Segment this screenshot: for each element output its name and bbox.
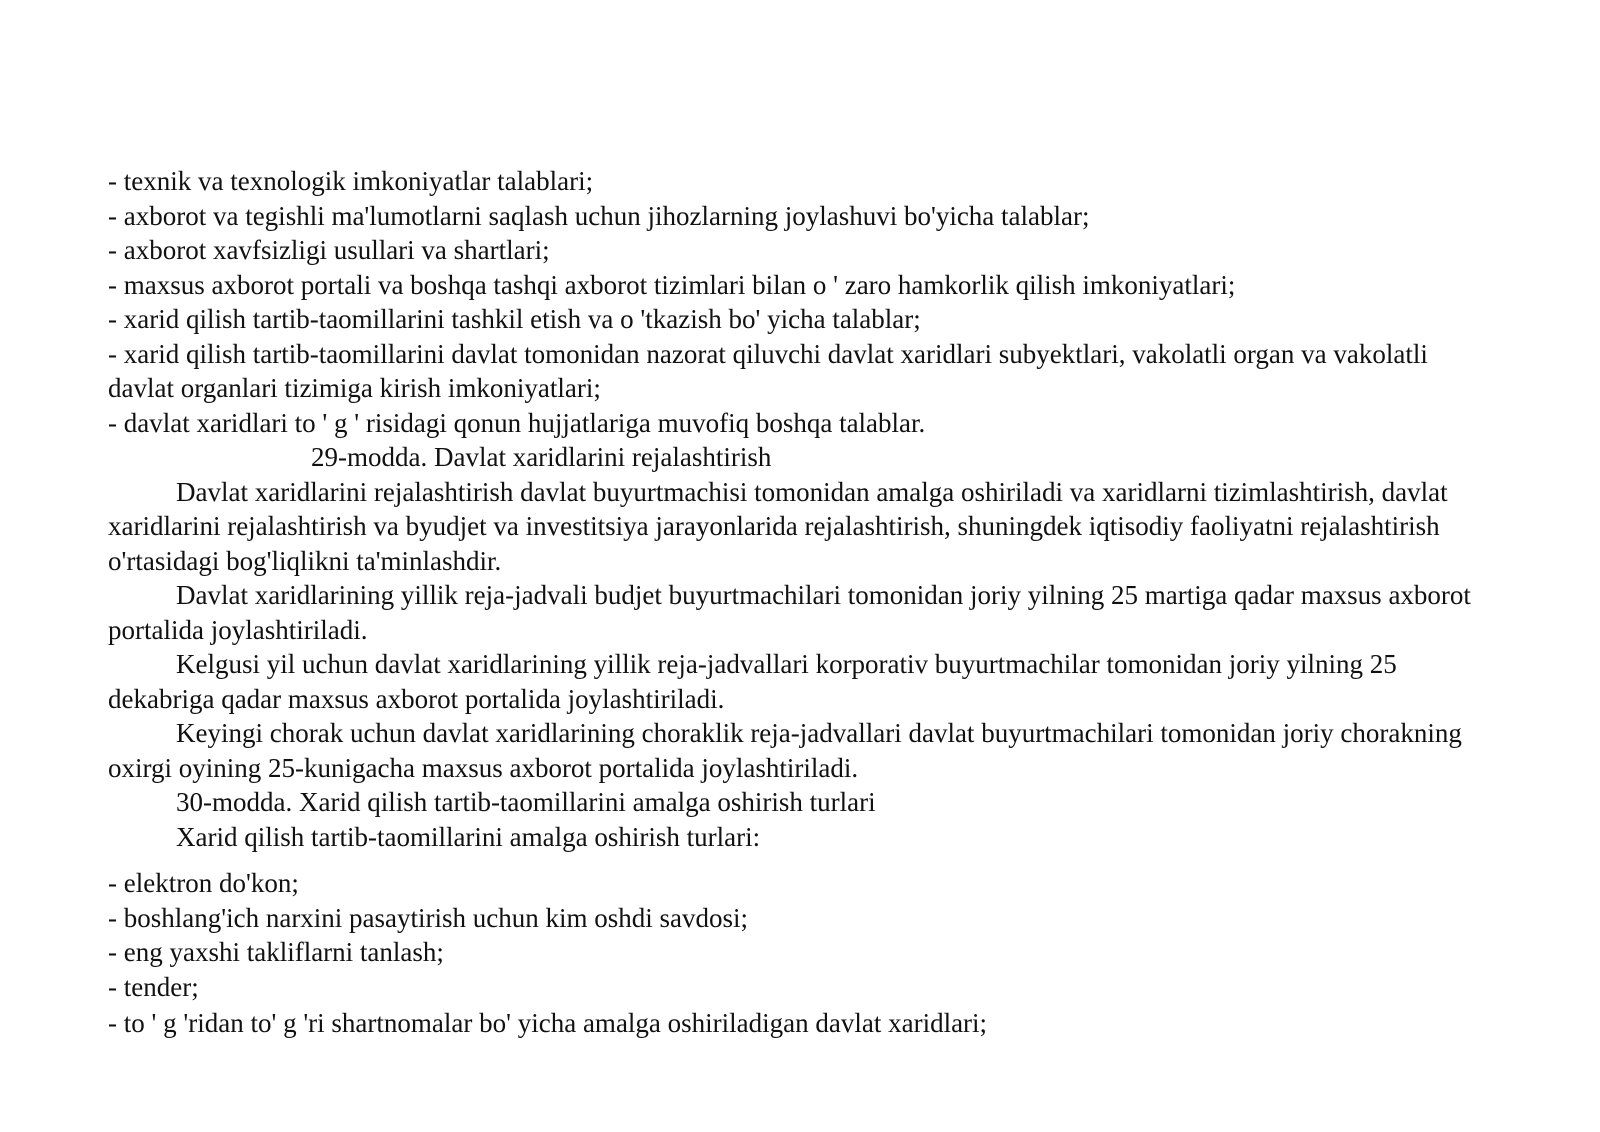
procurement-type-item: - to ' g 'ridan to' g 'ri shartnomalar bo' yicha amalga oshiriladigan davlat xaridlari; — [108, 1008, 988, 1038]
procurement-type-item: - boshlang'ich narxini pasaytirish uchun kim oshdi savdosi; — [108, 902, 749, 933]
requirement-item: - xarid qilish tartib-taomillarini davlat tomonidan nazorat qiluvchi davlat xaridlari subyektlari, vakolatli organ va vakolatli davlat organlari tizimiga kirish imkoniyatlari; — [108, 338, 1428, 403]
article-29-paragraph: Keyingi chorak uchun davlat xaridlarining choraklik reja-jadvallari davlat buyurtmachilari tomonidan joriy chorakning oxirgi oyining 25-kunigacha maxsus axborot portalida joylashtiriladi. — [108, 718, 1462, 783]
requirement-item: - axborot xavfsizligi usullari va shartlari; — [108, 235, 550, 265]
requirement-item: - axborot va tegishli ma'lumotlarni saqlash uchun jihozlarning joylashuvi bo'yicha talablar; — [108, 200, 1090, 231]
article-29-paragraph: Davlat xaridlarining yillik reja-jadvali budjet buyurtmachilari tomonidan joriy yilning 25 martiga qadar maxsus axborot portalida joylashtiriladi. — [108, 580, 1471, 645]
procurement-type-item: - tender; — [108, 971, 199, 1002]
procurement-type-item: - elektron do'kon; — [108, 868, 299, 898]
article-30-heading: 30-modda. Xarid qilish tartib-taomillarini amalga oshirish turlari — [176, 787, 876, 817]
article-29-paragraph: Kelgusi yil uchun davlat xaridlarining yillik reja-jadvallari korporativ buyurtmachilar tomonidan joriy yilning 25 dekabriga qadar maxsus axborot portalida joylashtiriladi. — [108, 649, 1397, 714]
requirement-item: - xarid qilish tartib-taomillarini tashkil etish va o 'tkazish bo' yicha talablar; — [108, 304, 921, 334]
document-body — [108, 164, 1508, 1041]
procurement-types-list — [108, 866, 1508, 1041]
procurement-type-item: - eng yaxshi takliflarni tanlash; — [108, 937, 444, 967]
requirement-item: - davlat xaridlari to ' g ' risidagi qonun hujjatlariga muvofiq boshqa talablar. — [108, 407, 926, 438]
article-29-heading: 29-modda. Davlat xaridlarini rejalashtirish — [311, 442, 772, 472]
requirements-list — [108, 164, 1508, 440]
article-29-paragraph: Davlat xaridlarini rejalashtirish davlat buyurtmachisi tomonidan amalga oshiriladi va xaridlarni tizimlashtirish, davlat xaridlarini rejalashtirish va byudjet va investitsiya jarayonlarida rejalashtirish, shuningdek iqtisodiy faoliyatni rejalashtirish o'rtasidagi bog'liqlikni ta'minlashdir. — [108, 476, 1448, 576]
requirement-item: - texnik va texnologik imkoniyatlar talablari; — [108, 166, 594, 196]
article-30-intro: Xarid qilish tartib-taomillarini amalga oshirish turlari: — [176, 821, 761, 852]
requirement-item: - maxsus axborot portali va boshqa tashqi axborot tizimlari bilan o ' zaro hamkorlik qilish imkoniyatlari; — [108, 269, 1236, 300]
